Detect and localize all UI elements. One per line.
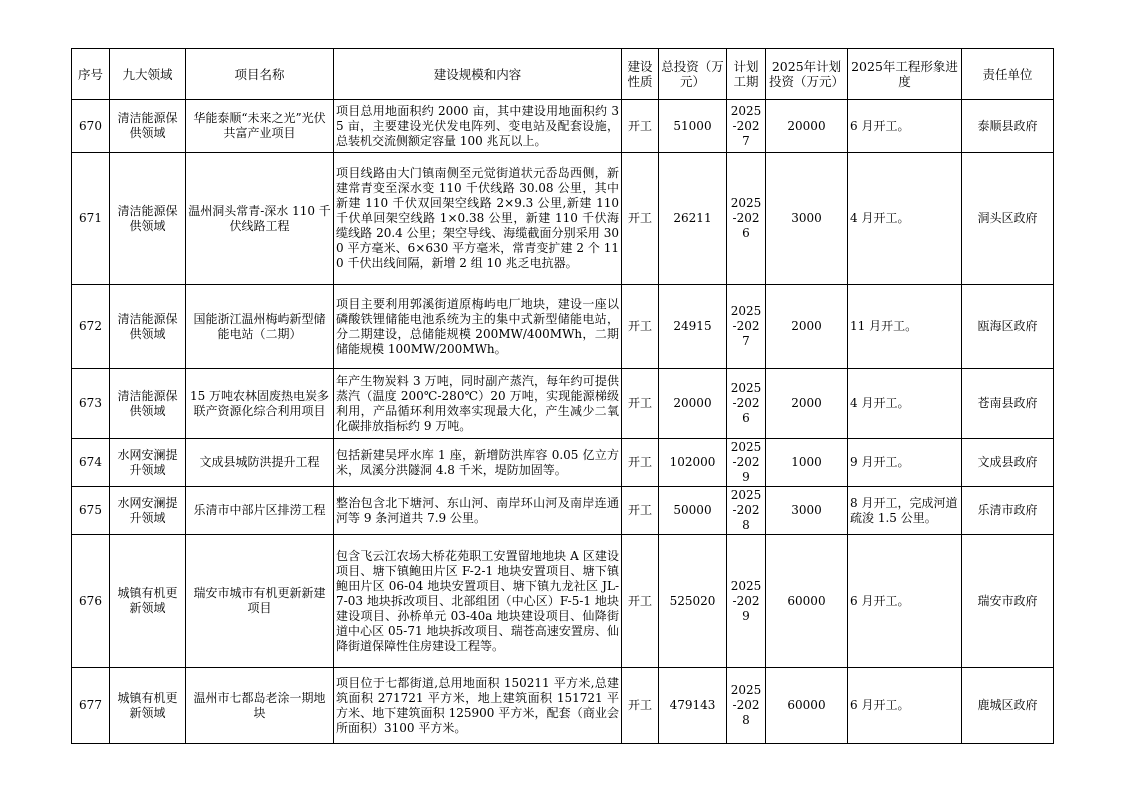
cell-scale: 项目位于七都街道,总用地面积 150211 平方米,总建筑面积 271721 平方米，地上建筑面积 151721 平方米、地下建筑面积 125900 平方米，配套（商业会所面积）3100 平方米。 bbox=[334, 668, 622, 744]
cell-domain: 清洁能源保供领域 bbox=[110, 153, 186, 285]
cell-progress2025: 4 月开工。 bbox=[848, 153, 962, 285]
cell-plan2025: 60000 bbox=[766, 668, 848, 744]
cell-period: 2025-2026 bbox=[727, 369, 766, 439]
cell-scale: 项目总用地面积约 2000 亩，其中建设用地面积约 35 亩，主要建设光伏发电阵列、变电站及配套设施，总装机交流侧额定容量 100 兆瓦以上。 bbox=[334, 100, 622, 153]
cell-domain: 水网安澜提升领域 bbox=[110, 487, 186, 535]
cell-total: 26211 bbox=[659, 153, 727, 285]
cell-progress2025: 6 月开工。 bbox=[848, 100, 962, 153]
cell-plan2025: 3000 bbox=[766, 487, 848, 535]
cell-seq: 672 bbox=[72, 285, 110, 369]
cell-total: 525020 bbox=[659, 535, 727, 668]
cell-nature: 开工 bbox=[622, 668, 659, 744]
header-total: 总投资（万元） bbox=[659, 49, 727, 100]
cell-plan2025: 2000 bbox=[766, 285, 848, 369]
cell-domain: 水网安澜提升领域 bbox=[110, 439, 186, 487]
cell-progress2025: 6 月开工。 bbox=[848, 535, 962, 668]
cell-unit: 瓯海区政府 bbox=[962, 285, 1054, 369]
cell-plan2025: 60000 bbox=[766, 535, 848, 668]
cell-name: 文成县城防洪提升工程 bbox=[186, 439, 334, 487]
table-row bbox=[72, 153, 1054, 285]
cell-period: 2025-2026 bbox=[727, 153, 766, 285]
cell-nature: 开工 bbox=[622, 535, 659, 668]
cell-seq: 673 bbox=[72, 369, 110, 439]
header-seq: 序号 bbox=[72, 49, 110, 100]
cell-seq: 671 bbox=[72, 153, 110, 285]
cell-progress2025: 8 月开工，完成河道疏浚 1.5 公里。 bbox=[848, 487, 962, 535]
cell-total: 20000 bbox=[659, 369, 727, 439]
cell-total: 51000 bbox=[659, 100, 727, 153]
cell-name: 瑞安市城市有机更新新建项目 bbox=[186, 535, 334, 668]
cell-nature: 开工 bbox=[622, 439, 659, 487]
cell-name: 温州市七都岛老涂一期地块 bbox=[186, 668, 334, 744]
cell-unit: 文成县政府 bbox=[962, 439, 1054, 487]
cell-total: 479143 bbox=[659, 668, 727, 744]
cell-domain: 城镇有机更新领域 bbox=[110, 535, 186, 668]
header-progress2025: 2025年工程形象进度 bbox=[848, 49, 962, 100]
cell-nature: 开工 bbox=[622, 487, 659, 535]
header-domain: 九大领域 bbox=[110, 49, 186, 100]
cell-seq: 674 bbox=[72, 439, 110, 487]
cell-unit: 鹿城区政府 bbox=[962, 668, 1054, 744]
cell-total: 50000 bbox=[659, 487, 727, 535]
cell-domain: 清洁能源保供领域 bbox=[110, 100, 186, 153]
table-row bbox=[72, 535, 1054, 668]
cell-name: 华能泰顺“未来之光”光伏共富产业项目 bbox=[186, 100, 334, 153]
header-plan2025: 2025年计划投资（万元） bbox=[766, 49, 848, 100]
project-table bbox=[71, 48, 1054, 744]
cell-progress2025: 11 月开工。 bbox=[848, 285, 962, 369]
header-name: 项目名称 bbox=[186, 49, 334, 100]
cell-period: 2025-2029 bbox=[727, 439, 766, 487]
header-period: 计划工期 bbox=[727, 49, 766, 100]
cell-plan2025: 20000 bbox=[766, 100, 848, 153]
header-row bbox=[72, 49, 1054, 100]
cell-unit: 洞头区政府 bbox=[962, 153, 1054, 285]
cell-total: 24915 bbox=[659, 285, 727, 369]
cell-unit: 瑞安市政府 bbox=[962, 535, 1054, 668]
cell-progress2025: 6 月开工。 bbox=[848, 668, 962, 744]
cell-nature: 开工 bbox=[622, 100, 659, 153]
cell-name: 国能浙江温州梅屿新型储能电站（二期） bbox=[186, 285, 334, 369]
cell-plan2025: 1000 bbox=[766, 439, 848, 487]
header-scale: 建设规模和内容 bbox=[334, 49, 622, 100]
cell-plan2025: 2000 bbox=[766, 369, 848, 439]
cell-name: 乐清市中部片区排涝工程 bbox=[186, 487, 334, 535]
table-row bbox=[72, 100, 1054, 153]
cell-period: 2025-2028 bbox=[727, 668, 766, 744]
cell-scale: 包含飞云江农场大桥花苑职工安置留地地块 A 区建设项目、塘下镇鲍田片区 F-2-1 地块安置项目、塘下镇鲍田片区 06-04 地块安置项目、塘下镇九龙社区 JL-7-03 地块拆改项目、北部组团（中心区）F-5-1 地块建设项目、孙桥单元 03-40a 地块建设项目、仙降街道中心区 05-71 地块拆改项目、瑞苍高速安置房、仙降街道保障性住房建设工程等。 bbox=[334, 535, 622, 668]
cell-scale: 项目主要利用郭溪街道原梅屿电厂地块，建设一座以磷酸铁锂储能电池系统为主的集中式新型储能电站，分二期建设，总储能规模 200MW/400MWh，二期储能规模 100MW/200MWh。 bbox=[334, 285, 622, 369]
table-row bbox=[72, 668, 1054, 744]
cell-domain: 城镇有机更新领域 bbox=[110, 668, 186, 744]
cell-progress2025: 9 月开工。 bbox=[848, 439, 962, 487]
header-unit: 责任单位 bbox=[962, 49, 1054, 100]
cell-domain: 清洁能源保供领域 bbox=[110, 285, 186, 369]
header-nature: 建设性质 bbox=[622, 49, 659, 100]
cell-scale: 整治包含北下塘河、东山河、南岸环山河及南岸连通河等 9 条河道共 7.9 公里。 bbox=[334, 487, 622, 535]
cell-scale: 包括新建吴坪水库 1 座，新增防洪库容 0.05 亿立方米，凤溪分洪隧洞 4.8 千米，堤防加固等。 bbox=[334, 439, 622, 487]
cell-seq: 670 bbox=[72, 100, 110, 153]
cell-nature: 开工 bbox=[622, 369, 659, 439]
cell-domain: 清洁能源保供领域 bbox=[110, 369, 186, 439]
table-row bbox=[72, 487, 1054, 535]
cell-period: 2025-2029 bbox=[727, 535, 766, 668]
cell-scale: 年产生物炭料 3 万吨，同时副产蒸汽，每年约可提供蒸汽（温度 200℃-280℃）20 万吨，实现能源梯级利用，产品循环利用效率实现最大化，产生减少二氧化碳排放指标约 9 万吨。 bbox=[334, 369, 622, 439]
table-row bbox=[72, 369, 1054, 439]
cell-total: 102000 bbox=[659, 439, 727, 487]
cell-name: 15 万吨农林固废热电炭多联产资源化综合利用项目 bbox=[186, 369, 334, 439]
cell-period: 2025-2028 bbox=[727, 487, 766, 535]
cell-seq: 675 bbox=[72, 487, 110, 535]
cell-period: 2025-2027 bbox=[727, 285, 766, 369]
cell-period: 2025-2027 bbox=[727, 100, 766, 153]
cell-plan2025: 3000 bbox=[766, 153, 848, 285]
table-row bbox=[72, 285, 1054, 369]
table-row bbox=[72, 439, 1054, 487]
cell-seq: 677 bbox=[72, 668, 110, 744]
cell-nature: 开工 bbox=[622, 285, 659, 369]
cell-scale: 项目线路由大门镇南侧至元觉街道状元岙岛西侧，新建常青变至深水变 110 千伏线路 30.08 公里，其中新建 110 千伏双回架空线路 2×9.3 公里,新建 110 千伏单回架空线路 1×0.38 公里，新建 110 千伏海缆线路 20.4 公里；架空导线、海缆截面分别采用 300 平方毫米、6×630 平方毫米，常青变扩建 2 个 110 千伏出线间隔，新增 2 组 10 兆乏电抗器。 bbox=[334, 153, 622, 285]
cell-progress2025: 4 月开工。 bbox=[848, 369, 962, 439]
cell-unit: 乐清市政府 bbox=[962, 487, 1054, 535]
cell-nature: 开工 bbox=[622, 153, 659, 285]
cell-unit: 苍南县政府 bbox=[962, 369, 1054, 439]
cell-unit: 泰顺县政府 bbox=[962, 100, 1054, 153]
cell-seq: 676 bbox=[72, 535, 110, 668]
cell-name: 温州洞头常青-深水 110 千伏线路工程 bbox=[186, 153, 334, 285]
